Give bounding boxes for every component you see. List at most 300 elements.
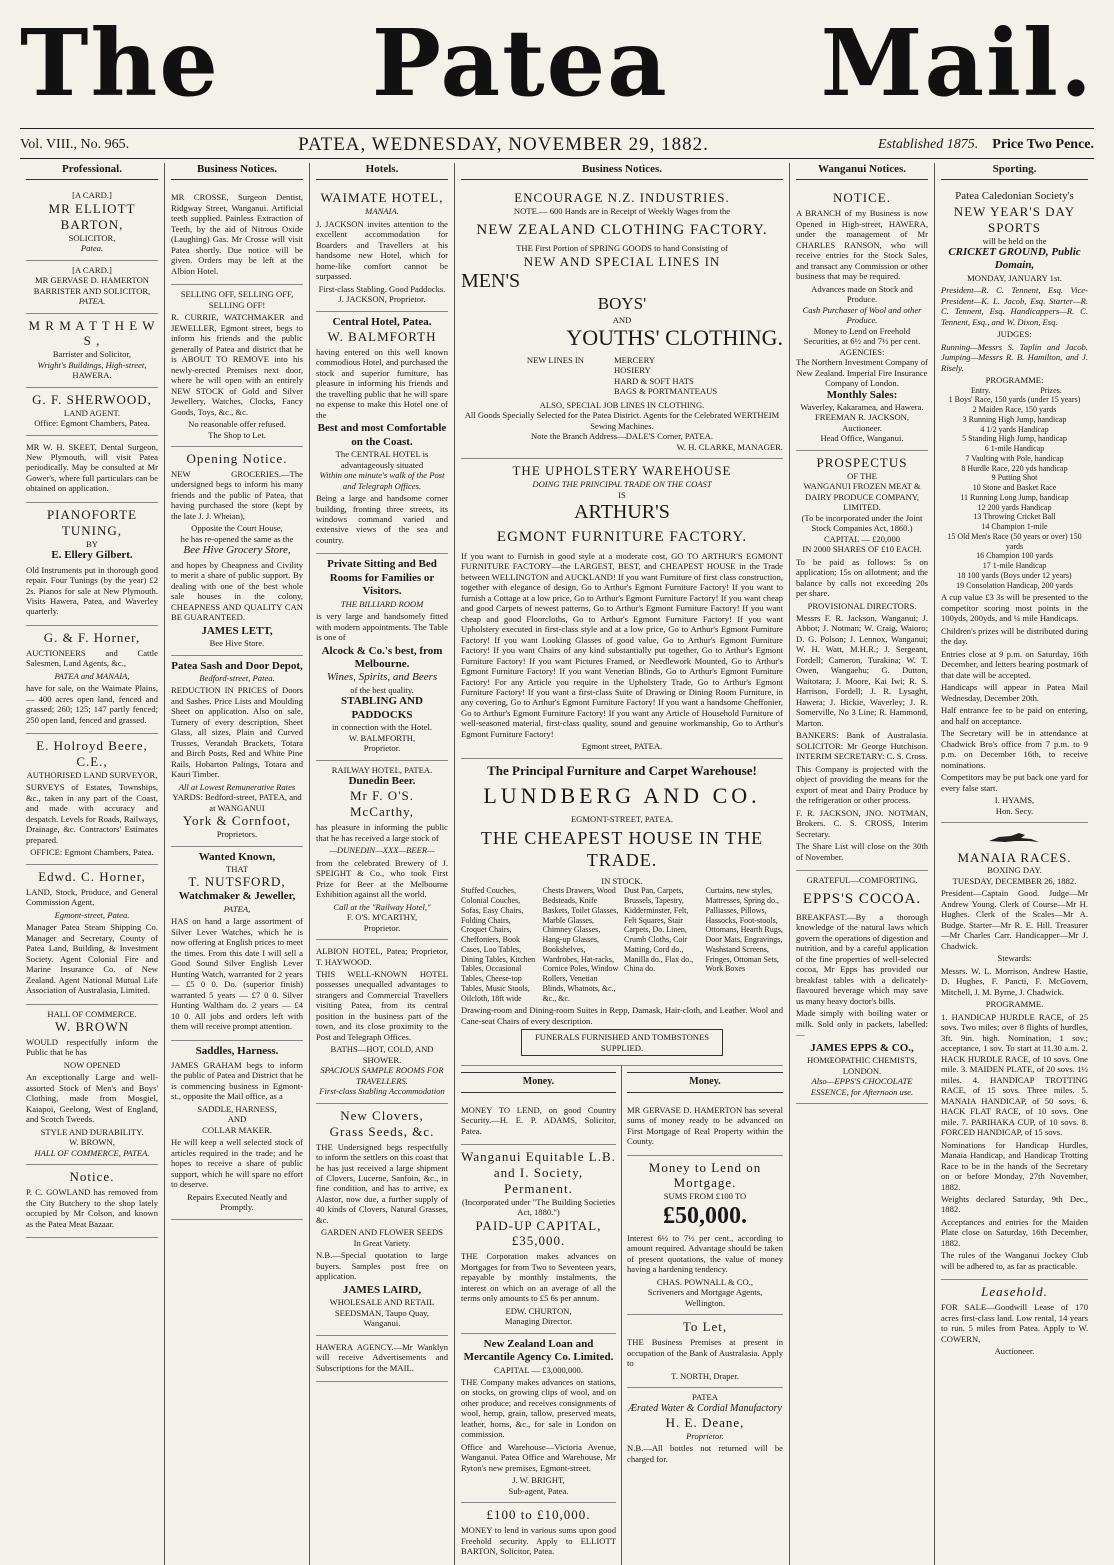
ad-line: AUTHORISED LAND SURVEYOR, <box>26 769 158 780</box>
ad-body: Nominations for Handicap Hurdles, Manaia Handicap, and Handicap Trotting Race to be in the hands of the Secretary on or before Monday, 27th November, 1882. <box>941 1139 1088 1192</box>
ad-line: LAND AGENT. <box>63 407 121 418</box>
ad-hall-of-commerce <box>26 1005 158 1166</box>
ad-holroyd-beere <box>26 734 158 865</box>
ad-jackson-notice <box>796 186 928 450</box>
table-row <box>941 493 1088 503</box>
table-row <box>941 425 1088 435</box>
ad-title: £100 to £10,000. <box>486 1507 591 1523</box>
ad-line: THE First Portion of SPRING GOODS to hand Consisting of <box>516 243 728 254</box>
ad-arthurs-furniture <box>461 459 783 759</box>
ad-line: FUNERALS FURNISHED AND TOMBSTONES SUPPLIED. <box>521 1029 723 1056</box>
column-heading: Business Notices. <box>171 163 303 180</box>
ad-line: BY <box>86 538 98 549</box>
ad-line: Barrister and Solicitor, <box>52 349 132 360</box>
ad-caledonian-sports <box>941 186 1088 823</box>
ad-line: HALL OF COMMERCE, PATEA. <box>34 1147 150 1158</box>
ad-line: PAID-UP CAPITAL, £35,000. <box>475 1217 602 1249</box>
dateline-rule <box>20 158 1094 159</box>
ad-line: STYLE AND DURABILITY. <box>40 1126 144 1137</box>
ad-line: CHAS. POWNALL & CO., <box>656 1276 754 1287</box>
column-heading: Wanganui Notices. <box>796 163 928 180</box>
ad-title: G. & F. Horner, <box>43 629 141 645</box>
ad-line: PATEA <box>692 1392 718 1403</box>
ad-line: Watchmaker & Jeweller, <box>178 890 296 903</box>
ad-line: Waverley, Kakaramea, and Hawera. <box>800 401 924 412</box>
ad-line: YOUTHS' CLOTHING. <box>566 325 783 350</box>
ad-graham-saddles <box>171 1041 303 1220</box>
ad-line: Wines, Spirits, and Beers <box>326 671 438 684</box>
ad-title: Leasehold. <box>981 1284 1048 1300</box>
event-name: 13 Throwing Cricket Ball <box>973 512 1056 522</box>
ad-body: Half entrance fee to be paid on entering, and half on acceptance. <box>941 705 1088 726</box>
ad-line: F. O'S. M'CARTHY, <box>346 912 418 923</box>
ad-body: Messrs F. R. Jackson, Wanganui; J. Abbot; J. Notman; W. Craig, Waioro; D. G. Polson; J. Lennox, Wanganui; W. H. Watt, M.H.R.; J. Sergeant, Fordell; Cameron, Turakina; W. T. Owen, Wangaehu; G. Dutton, Waitotara; J. Moore, Kai Iwi; R. S. Harrison, Fordell; J. R. Lysaght, Hawera; J. Hickie, Waverley; J. R. Somerville, No 3 Line; R. Hammond, Marton. <box>796 613 928 728</box>
ad-line: WANGANUI FROZEN MEAT & DAIRY PRODUCE COMPANY, LIMITED. <box>803 481 921 513</box>
ad-title: The Principal Furniture and Carpet Warehouse! <box>487 762 757 778</box>
table-row <box>941 405 1088 415</box>
ad-nutsford <box>171 847 303 1041</box>
table-row <box>941 561 1088 571</box>
ad-line: STABLING AND PADDOCKS <box>340 695 423 721</box>
ad-line: W. BALMFORTH <box>327 329 437 345</box>
ad-body: MR CROSSE, Surgeon Dentist, Ridgway Street, Wanganui. Artificial teeth supplied. Painless Extraction of Teeth, by the aid of Nitrous Oxide (Laughing) Gas. Mr Crosse will visit Patea shortly. Due notice will be given. Orders may be left at the Albion Hotel. <box>171 192 303 276</box>
ad-line: Office: Egmont Chambers, Patea. <box>34 418 150 429</box>
ad-title: MANAIA RACES. <box>957 849 1072 865</box>
ad-line: JAMES LAIRD, <box>342 1283 422 1296</box>
ad-title: WAIMATE HOTEL, <box>320 190 444 206</box>
ad-line: PATEA, <box>223 903 251 914</box>
ad-body: MR GERVASE D. HAMERTON has several sums of money ready to be advanced on First Mortgage of Real Property within the County. <box>627 1104 783 1147</box>
ad-line: OF THE <box>847 470 877 481</box>
masthead <box>20 8 1094 118</box>
ad-line: NOW OPENED <box>63 1059 121 1070</box>
ad-line: (To be incorporated under the Joint Stock Companies Act, 1860.) <box>801 512 923 534</box>
ad-title: Patea Caledonian Society's <box>955 190 1074 203</box>
ad-body: The Share List will close on the 30th of November. <box>796 841 928 862</box>
ad-body: A cup value £3 3s will be presented to the competitor scoring most points in the 100yds, 200yds, and ¼ mile Handicaps. <box>941 592 1088 624</box>
ad-line: Cash Purchaser of Wool and other Produce. <box>802 304 922 326</box>
ad-body: Weights declared Saturday, 9th Dec., 1882. <box>941 1193 1088 1215</box>
ad-line: T. NORTH, Draper. <box>671 1370 739 1381</box>
ad-line: Auctioneer. <box>994 1346 1035 1357</box>
event-name: 9 Putting Shot <box>991 473 1038 483</box>
column-heading: Business Notices. <box>461 163 783 180</box>
ad-title: Wanted Known, <box>198 850 276 863</box>
ad-line: The Northern Investment Company of New Zealand. Imperial Fire Insurance Company of London. <box>796 357 928 389</box>
ad-line: (Incorporated under "The Building Societies Act, 1880.") <box>462 1196 615 1218</box>
ad-line: WHOLESALE AND RETAIL SEEDSMAN, Taupo Quay, Wanganui. <box>329 1297 435 1329</box>
ad-line: GRATEFUL—COMFORTING. <box>806 875 918 886</box>
ad-line: IS <box>618 489 626 500</box>
ad-line: Money to Lend on Freehold Securities, at 6½ and 7½ per cent. <box>803 325 921 347</box>
event-name: 5 Standing High Jump, handicap <box>962 434 1067 444</box>
ad-line: Bedford-street, Patea. <box>199 672 275 683</box>
ad-title: THE UPHOLSTERY WAREHOUSE <box>512 463 732 479</box>
table-row <box>941 483 1088 493</box>
column-hotels <box>310 163 455 1565</box>
ad-line: NEW YEAR'S DAY SPORTS <box>953 203 1076 235</box>
ad-line: Also—EPPS'S CHOCOLATE ESSENCE, for Afternoon use. <box>810 1076 914 1097</box>
ad-line: TUESDAY, DECEMBER 26, 1882. <box>952 875 1077 886</box>
list-item: Stuffed Couches, Colonial Couches, Sofas, Easy Chairs, Folding Chairs, Croquet Chairs, Cheffoniers, Book Cases, Loo Tables, Dining Tables, Kitchen Tables, Occasional Tables, Cheese-top Tables, Music Stools, Oilcloth, 18ft wide <box>461 886 536 1003</box>
ad-line: Within one minute's walk of the Post and Telegraph Offices. <box>319 470 445 491</box>
ad-line: Proprietor. <box>686 1430 724 1441</box>
ad-line: HAWERA. <box>72 370 112 381</box>
ad-line: Proprietors. <box>216 829 258 840</box>
ad-body: THE Undersigned begs respectfully to inform the settlers on this coast that he has just received a large shipment of Clovers, Lucerne, Sanfoin, &c., in fine condition, and has to arrive, ex Alastor, now due, a further supply of 40 kinds of Clovers, Natural Grasses, &c. <box>316 1141 448 1225</box>
ad-body: A BRANCH of my Business is now Opened in High-street, HAWERA, under the management of Mr CHARLES RANSON, who will receive entries for the Stock Sales, and transact any Commission or other business that may be required. <box>796 208 928 282</box>
ad-money-to-lend <box>461 1503 616 1564</box>
ad-line: FREEMAN R. JACKSON, <box>814 412 910 423</box>
ad-body: An exceptionally Large and well-assorted Stock of Men's and Boys' Clothing, made from Mosgiel, Kaiapoi, Geelong, West of England, and Scotch Tweeds. <box>26 1072 158 1125</box>
ad-body: has pleasure in informing the public that he has received a large stock of <box>316 822 448 843</box>
ad-title: New Clovers, <box>340 1107 424 1123</box>
ad-body: JAMES GRAHAM begs to inform the public of Patea and District that he is commencing business in Egmont-st., opposite the Mail office, as a <box>171 1059 303 1102</box>
table-row <box>941 532 1088 552</box>
ad-skeet <box>26 436 158 503</box>
ad-line: THAT <box>226 863 248 874</box>
ad-line: PATEA. <box>78 296 106 307</box>
ad-line: Auctioneer. <box>842 422 882 433</box>
masthead-word-patea: Patea <box>371 9 669 117</box>
ad-title: EPPS'S COCOA. <box>802 890 922 907</box>
event-name: 3 Running High Jump, handicap <box>962 414 1067 424</box>
ad-elliott-barton <box>26 186 158 260</box>
ad-line: HALL OF COMMERCE. <box>47 1008 137 1019</box>
ad-body: HAS on hand a large assortment of Silver Lever Watches, which he is now offering at English prices to meet the times. From this date I will sell a Good Sound Silver English Lever Hunting Watch, warranted for 2 years — £5 0 0. Do. (superior finish) warranted 5 years — £7 0 0. Silver Hunting Waltham do. 2 years — £4 10 0. All jobs and orders left with them will receive prompt attention. <box>171 916 303 1032</box>
ad-to-let <box>627 1315 783 1388</box>
ad-body: Made simply with boiling water or milk. Sold only in packets, labelled:— <box>796 1008 928 1040</box>
ad-line: Alcock & Co.'s best, from Melbourne. <box>321 644 443 671</box>
ad-body: Manager Patea Steam Shipping Co. Manager and Secretary, County of Patea Land, Building, & Investment Society. Agent Colonial Fire and Marine Insurance Co. of New Zealand. Agent National Mutual Life Association of Australasia, Limited. <box>26 922 158 996</box>
ad-line: Best and most Comfortable on the Coast. <box>317 422 447 448</box>
ad-line: ARTHUR'S <box>574 501 670 524</box>
ad-line: Opposite the Court House, <box>191 523 283 534</box>
ad-crosse-dentist <box>171 186 303 285</box>
volume-number: Vol. VIII., No. 965. <box>20 137 130 152</box>
event-name: 4 1/2 yards Handicap <box>980 424 1049 434</box>
table-row <box>941 581 1088 591</box>
ad-title: M R M A T T H E W S , <box>28 317 156 349</box>
ad-sash-door-depot <box>171 656 303 847</box>
programme-rows <box>941 395 1088 590</box>
ad-hamerton-money <box>627 1099 783 1156</box>
ad-line: PATEA and MANAIA, <box>54 670 130 681</box>
ad-title: ALBION HOTEL, Patea; Proprietor, T. HAYWOOD. <box>316 946 448 967</box>
table-row <box>941 551 1088 561</box>
ad-line: [A CARD.] <box>72 190 112 201</box>
ad-line: Sub-agent, Patea. <box>508 1485 569 1496</box>
ad-line: Repairs Executed Neatly and Promptly. <box>187 1191 287 1213</box>
money-section <box>461 1066 783 1564</box>
ad-body: P. C. GOWLAND has removed from the City Butchery to the shop lately occupied by Mr Colson, and known as the Patea Meat Bazaar. <box>26 1187 158 1229</box>
ad-pianoforte <box>26 503 158 626</box>
ad-title: G. F. SHERWOOD, <box>32 391 152 407</box>
ad-line: Bee Hive Grocery Store, <box>183 544 291 557</box>
ad-body: Children's prizes will be distributed during the day. <box>941 625 1088 647</box>
ad-body: Old Instruments put in thorough good repair. Four Tunings (by the year) £2 2s. Pianos for sale at New Plymouth. Visits Hawera, Patea, and Waverley quarterly. <box>26 564 158 617</box>
ad-body: Interest 6½ to 7½ per cent., according to amount required. Advantage should be taken of present quotations, the value of money having a hardening tendency. <box>627 1233 783 1275</box>
section-heading: Money. <box>461 1072 616 1092</box>
ad-central-hotel <box>316 312 448 555</box>
column-business-notices <box>165 163 310 1565</box>
ad-matthews <box>26 314 158 388</box>
list-item: BAGS & PORTMANTEAUS <box>614 386 718 397</box>
ad-line: COLLAR MAKER. <box>202 1124 272 1135</box>
ad-adams <box>461 1099 616 1145</box>
event-name: 11 Running Long Jump, handicap <box>960 492 1069 502</box>
event-name: 7 Vaulting with Pole, handicap <box>965 453 1064 463</box>
list-item: HARD & SOFT HATS <box>614 375 694 386</box>
ad-body: MR W. H. SKEET, Dental Surgeon, New Plymouth, will visit Patea periodically. May be consulted at Mr Gower's, where full particulars can be obtained on application. <box>26 441 158 494</box>
ad-line: Dunedin Beer. <box>348 775 416 788</box>
ad-body: REDUCTION IN PRICES of Doors and Sashes. Price Lists and Moulding Sheet on application. Also on sale, Turnery of every description, Sheet Glass, all sizes, Plain and Curved Trusses, Verandah Brackets, Totara and Birch Posts, Red and White Pine Rails, Hobarton Palings, Totara and Kauri Timber. <box>171 685 303 780</box>
ad-body: NEW GROCERIES.—The undersigned begs to inform his many friends and the public of Patea, that having purchased the store (kept by the late J. J. Wheian), <box>171 468 303 521</box>
table-row <box>941 473 1088 483</box>
ad-line: W. H. CLARKE, MANAGER. <box>676 441 783 452</box>
column-wanganui-notices <box>790 163 935 1565</box>
ad-manaia-races <box>941 823 1088 1280</box>
ad-line: J. W. BRIGHT, <box>512 1475 565 1486</box>
ad-line: BARRISTER AND SOLICITOR, <box>33 285 151 296</box>
ad-title: Private Sitting and Bed Rooms for Families or Visitors. <box>327 558 437 598</box>
ad-body: Entries close at 9 p.m. on Saturday, 16th December, and letters bearing postmark of that date will be accepted. <box>941 648 1088 680</box>
ad-title: NOTICE. <box>833 190 891 206</box>
ad-title: New Zealand Loan and Mercantile Agency Co. Limited. <box>463 1337 614 1364</box>
ad-line: Monthly Sales: <box>826 388 898 401</box>
issue-date: PATEA, WEDNESDAY, NOVEMBER 29, 1882. <box>298 134 709 155</box>
ad-line: SOLICITOR, <box>68 232 116 243</box>
table-row <box>941 434 1088 444</box>
ad-line: All Goods Specially Selected for the Patea District. Agents for the Celebrated WERTHEIM Sewing Machines. <box>464 410 780 431</box>
ad-line: All at Lowest Remunerative Rates <box>178 781 296 792</box>
ad-line: Managing Director. <box>504 1316 573 1327</box>
ad-line: Proprietor. <box>363 743 401 754</box>
masthead-word-the: The <box>20 9 220 117</box>
ad-line: Egmont-street, Patea. <box>54 909 130 920</box>
money-right <box>622 1066 783 1564</box>
ad-waimate-hotel <box>316 186 448 311</box>
ad-line: [A CARD.] <box>72 264 112 275</box>
list-item: HOSIERY <box>614 365 651 376</box>
event-name: 19 Consolation Handicap, 200 yards <box>956 580 1073 590</box>
ad-line: J. JACKSON, Proprietor. <box>338 294 426 305</box>
ad-title: Money to Lend on Mortgage. <box>648 1159 762 1191</box>
table-row <box>941 522 1088 532</box>
ad-line: JUDGES: <box>997 329 1032 340</box>
event-name: 10 Stone and Basket Race <box>972 483 1057 493</box>
ad-line: DOING THE PRINCIPAL TRADE ON THE COAST <box>532 479 712 490</box>
table-row <box>941 512 1088 522</box>
ad-laird-seeds <box>316 1104 448 1336</box>
column-heading: Hotels. <box>316 163 448 180</box>
ad-line: MONDAY, JANUARY 1st. <box>967 272 1062 283</box>
ad-frozen-meat-prospectus <box>796 451 928 871</box>
dateline-right <box>878 137 1094 153</box>
ad-sherwood <box>26 388 158 436</box>
ad-line: W. BROWN, <box>69 1137 115 1148</box>
ad-line: I. HYAMS, <box>994 795 1035 806</box>
ad-line: HOMŒOPATHIC CHEMISTS, LONDON. <box>807 1055 917 1076</box>
event-name: 8 Hurdle Race, 220 yds handicap <box>961 463 1068 473</box>
ad-body: If you want to Furnish in good style at a moderate cost, GO TO ARTHUR'S EGMONT FURNITURE FACTORY—the LARGEST, BEST, and CHEAPEST HOUSE in the Trade between WELLINGTON and AUCKLAND! If you want Furniture of first class construction, together with elegance of design, Go to Arthur's Egmont Furniture Factory! If you want to furnish a Cottage at a low price, Go to Arthur's Egmont Furniture Factory! If you want cheap and good Carpets of newest patterns, Go to Arthur's Egmont Furniture Factory! If you want cheap and good Floorcloths, Go to Arthur's Egmont Furniture Factory! If you want Upholstery executed in first-class style and at a low price, Go to Arthur's Egmont Furniture Factory! If you want Looking Glasses of good value, Go to Arthur's Egmont Furniture Factory! If you want Chairs of any kind substantially put together, Go to Arthur's Egmont Furniture Factory! If you want Pictures Framed, or Needlework Mounted, Go to Arthur's Egmont Furniture Factory! If you want Venetian Blinds, Go to Arthur's Egmont Furniture Factory! For any Article you require in the Upholstery Trade, Go to Arthur's Egmont Furniture Factory! If you want a first-class Suite of Drawing or Dining Room Furniture, in any covering, Go to Arthur's Egmont Furniture Factory! If you want a handsome Cheffonier, Go to Arthur's Egmont Furniture Factory! If you want any Article of Household Furniture of well-seasoned material, first-class quality, sound and genuine workmanship, Go to Arthur's Egmont Furniture Factory! <box>461 550 783 739</box>
column-business-notices-wide <box>455 163 790 1565</box>
programme-table <box>941 386 1088 591</box>
price: Price Two Pence. <box>992 137 1094 152</box>
ad-line: BOXING DAY. <box>987 865 1042 876</box>
ad-deane-aerated-water <box>627 1388 783 1472</box>
ad-body: N.B.—All bottles not returned will be charged for. <box>627 1443 783 1464</box>
ad-line: THE CHEAPEST HOUSE IN THE TRADE. <box>480 828 764 871</box>
columns <box>20 163 1094 1557</box>
ad-line: MANAIA. <box>365 206 399 217</box>
event-name: 14 Champion 1-mile <box>981 522 1048 532</box>
ad-body: BREAKFAST.—By a thorough knowledge of the natural laws which govern the operations of digestion and nutrition, and by a careful application of the fine properties of well-selected cocoa, Mr Epps has provided our breakfast tables with a delicately-flavoured beverage which may save us many heavy doctor's bills. <box>796 911 928 1006</box>
ad-body: To be paid as follows: 5s on application; 15s on allotment; and the balance by calls not exceeding 20s per share. <box>796 556 928 599</box>
ad-line: Patea. <box>80 243 104 254</box>
ad-line: EGMONT-STREET, PATEA. <box>570 813 674 824</box>
ad-line: No reasonable offer refused. <box>188 419 286 430</box>
ad-line: E. Ellery Gilbert. <box>51 549 133 562</box>
ad-body: FOR SALE—Goodwill Lease of 170 acres first-class land. Low rental, 14 years to run. 5 miles from Patea. Apply to W. COWERN, <box>941 1302 1088 1344</box>
ad-line: YARDS: Bedford-street, PATEA, and at WANGANUI <box>172 792 302 813</box>
ad-line: AND <box>612 314 632 325</box>
ad-body: WOULD respectfully inform the Public that he has <box>26 1036 158 1058</box>
column-heading: Sporting. <box>941 163 1088 180</box>
event-name: 2 Maiden Race, 150 yards <box>972 405 1057 415</box>
ad-body: HAWERA AGENCY.—Mr Wanklyn will receive Advertisements and Subscriptions for the MAIL. <box>316 1341 448 1373</box>
ad-railway-hotel <box>316 761 448 940</box>
ad-title: Wanganui Equitable L.B. and I. Society, Permanent. <box>461 1149 616 1196</box>
ad-title: MR GERVASE D. HAMERTON <box>34 275 150 286</box>
ad-line: Proprietor. <box>363 922 401 933</box>
established: Established 1875. <box>877 137 979 152</box>
ad-title: To Let, <box>682 1319 728 1335</box>
ad-line: Egmont street, PATEA. <box>581 741 663 752</box>
ad-lundberg <box>461 759 783 1067</box>
ad-body: N.B.—Special quotation to large buyers. Samples post free on application. <box>316 1250 448 1282</box>
ad-body: Being a large and handsome corner building, fronting three streets, its windows command varied and extensive views of the sea and country. <box>316 493 448 545</box>
ad-line: he has re-opened the same as the <box>180 533 294 544</box>
ad-body: He will keep a well selected stock of articles required in the trade; and he hopes to receive a share of public support, which he will spare no effort to deserve. <box>171 1137 303 1190</box>
ad-line: ALSO, SPECIAL JOB LINES IN CLOTHING. <box>539 399 705 410</box>
table-row <box>941 415 1088 425</box>
list-item: MERCERY <box>614 354 656 365</box>
ad-line: PROGRAMME. <box>985 999 1044 1010</box>
ad-body: THE Company makes advances on stations, on stocks, on growing clips of wool, and on other produce; and receives consignments of wool, hemp, grain, tallow, preserved meats, leather, horns, &c., for sale in London on commission. <box>461 1377 616 1440</box>
table-row <box>941 464 1088 474</box>
ad-body: LAND, Stock, Produce, and General Commission Agent, <box>26 886 158 908</box>
ad-title: Patea Sash and Door Depot, <box>171 659 303 672</box>
ad-wanganui-equitable <box>461 1145 616 1334</box>
table-row <box>941 386 1088 396</box>
ad-line: NOTE.— 600 Hands are in Receipt of Weekly Wages from the <box>513 206 731 217</box>
ad-title: Notice. <box>69 1169 115 1185</box>
ad-title: ENCOURAGE N.Z. INDUSTRIES. <box>514 190 730 206</box>
ad-line: Hon. Secy. <box>995 805 1034 816</box>
ad-line: will be held on the <box>982 235 1047 246</box>
ad-line: LUNDBERG AND CO. <box>483 782 761 808</box>
ad-body: The Secretary will be in attendance at Chadwick Bro's office from 7 p.m. to 9 p.m. on December 16th, to receive nominations. <box>941 728 1088 770</box>
ad-body: The rules of the Wanganui Jockey Club will be adhered to, as far as practicable. <box>941 1250 1088 1271</box>
racehorse-icon <box>985 829 1045 845</box>
ad-hawera-agency <box>316 1336 448 1382</box>
event-name: 16 Champion 100 yards <box>976 551 1053 561</box>
ad-gowland-notice <box>26 1165 158 1238</box>
ad-line: CRICKET GROUND, Public Domain, <box>948 246 1081 272</box>
column-heading: Professional. <box>26 163 158 180</box>
ad-line: Wright's Buildings, High-street, <box>37 359 147 370</box>
ad-body: Messrs. W. L. Morrison, Andrew Hastie, D. Hughes, F. Pancti, F. McGovern, Mitchell, J. M. Byrne, J. Chadwick. <box>941 965 1088 997</box>
ad-title: Opening Notice. <box>186 451 288 467</box>
ad-line: BATHS—HOT, COLD, AND SHOWER. <box>330 1044 434 1065</box>
ad-body: Competitors may be put back one yard for every false start. <box>941 772 1088 793</box>
ad-line: Grass Seeds, &c. <box>329 1123 435 1139</box>
ad-line: The Shop to Let. <box>208 429 266 440</box>
ad-horner-auctioneers <box>26 626 158 734</box>
event-name: 18 100 yards (Boys under 12 years) <box>957 570 1072 580</box>
ad-line: Note the Branch Address—DALE'S Corner, PATEA. <box>530 431 714 442</box>
ad-body: MONEY TO LEND, on good Country Security.—H. E. P. ADAMS, Solicitor, Patea. <box>461 1104 616 1136</box>
ad-albion-hotel <box>316 940 448 1104</box>
ad-leasehold <box>941 1280 1088 1362</box>
ad-line: CAPITAL — £20,000 <box>823 533 901 544</box>
ad-line: in connection with the Hotel. <box>332 722 432 733</box>
ad-line: BOYS' <box>597 293 647 313</box>
ad-body: Drawing-room and Dining-room Suites in Repp, Damask, Hair-cloth, and Leather. Wool and Cane-seat Chairs of every description. <box>461 1005 783 1026</box>
ad-line: In Great Variety. <box>353 1237 411 1248</box>
ad-line: SADDLE, HARNESS, <box>197 1103 277 1114</box>
ad-line: EGMONT FURNITURE FACTORY. <box>496 529 748 546</box>
event-name: 17 1-mile Handicap <box>982 561 1047 571</box>
ad-body: have for sale, on the Waimate Plains,— 400 acres open land, fenced and grassed; 260; 125; 147 partly fenced; 250 open land, fenced and grassed. <box>26 683 158 725</box>
ad-body: J. JACKSON invites attention to the excellent accommodation for Boarders and Travellers at his handsome new Hotel, which for home-like comfort cannot be surpassed. <box>316 218 448 282</box>
ad-line: Scriveners and Mortgage Agents, Wellington. <box>647 1287 763 1308</box>
ad-line: NEW LINES IN <box>526 354 584 365</box>
column-sporting <box>935 163 1094 1565</box>
ad-body: THE Corporation makes advances on Mortgages for from Two to Seventeen years, repayable by monthly instalments, the interest on which on an average of all the terms only amounts to £5 6s per annum. <box>461 1251 616 1304</box>
new-lines-items <box>614 355 717 397</box>
ad-line: NEW AND SPECIAL LINES IN <box>523 253 721 269</box>
dateline <box>20 134 1094 156</box>
ad-line: JAMES LETT, <box>201 624 273 637</box>
table-row <box>941 454 1088 464</box>
ad-line: CAPITAL — £3,000,000. <box>494 1364 583 1375</box>
ad-body: President—R. C. Tennent, Esq. Vice-President—K. L. Jacob, Esq. Starter—R. C. Tennent, Esq. Handicappers—R. C. Tennent, Esq., and W. Dixon, Esq. <box>941 285 1088 327</box>
ad-line: —DUNEDIN—XXX—BEER— <box>329 845 435 856</box>
ad-title: Edwd. C. Horner, <box>38 868 146 884</box>
ad-body: BANKERS: Bank of Australasia. SOLICITOR: Mr George Hutchison. INTERIM SECRETARY: C. S. Cross. <box>796 730 928 762</box>
ad-line: IN 2000 SHARES OF £10 EACH. <box>802 544 922 555</box>
ad-title: PIANOFORTE TUNING, <box>46 506 138 538</box>
ad-body: SURVEYS of Estates, Townships, &c., taken in any part of the Coast, and made with accuracy and despatch. Levels for Roads, Railways, Drainage, &c. Contractors' Estimates prepared. <box>26 782 158 845</box>
stock-list <box>461 886 783 1003</box>
money-left <box>461 1066 622 1564</box>
ad-nz-clothing-factory <box>461 186 783 459</box>
event-name: 1 Boys' Race, 150 yards (under 15 years) <box>948 395 1081 405</box>
ad-body: President—Captain Good. Judge—Mr Andrew Young. Clerk of Course—Mr H. Hughes. Clerk of the Scales—Mr A. Budge. Starter—Mr R. E. Hill. Treasurer—Mr Charles Carr. Handicapper—Mr J. Chadwick. <box>941 888 1088 951</box>
table-row <box>941 444 1088 454</box>
event-name: 6 1-mile Handicap <box>984 444 1045 454</box>
ad-line: First-class Stabling Accommodation <box>319 1086 445 1097</box>
ad-body: THE Business Premises at present in occupation of the Bank of Australasia. Apply to <box>627 1337 783 1369</box>
ad-body: MONEY to lend in various sums upon good Freehold security. Apply to ELLIOTT BARTON, Solicitor, Patea. <box>461 1525 616 1557</box>
ad-title: Ærated Water & Cordial Manufactory <box>628 1402 782 1414</box>
ad-body: THIS WELL-KNOWN HOTEL possesses unequalled advantages to strangers and Commercial Travellers visiting Patea, from its central position in the business part of the town, and its close proximity to the Post and Telegraph Offices. <box>316 969 448 1042</box>
section-heading: Money. <box>627 1072 783 1092</box>
ad-line: GARDEN AND FLOWER SEEDS <box>321 1227 443 1238</box>
column-professional <box>20 163 165 1565</box>
